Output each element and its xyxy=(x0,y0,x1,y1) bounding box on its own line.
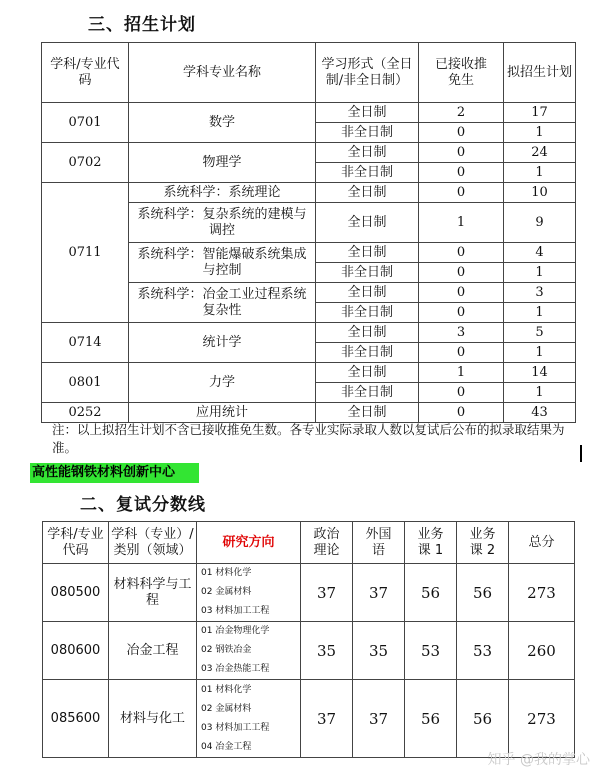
cell-mode: 非全日制 xyxy=(316,263,419,283)
cell-planned: 1 xyxy=(504,343,576,363)
cell-course1: 56 xyxy=(405,564,457,622)
cell-course2: 56 xyxy=(457,680,509,758)
cell-mode: 非全日制 xyxy=(316,123,419,143)
direction-item: 02 金属材料 xyxy=(201,587,252,597)
cell-mode: 全日制 xyxy=(316,143,419,163)
cell-planned: 43 xyxy=(504,403,576,423)
cell-name: 系统科学：复杂系统的建模与调控 xyxy=(129,203,316,243)
direction-item: 02 钢铁冶金 xyxy=(201,645,252,655)
cell-foreign: 35 xyxy=(353,622,405,680)
direction-item: 04 冶金工程 xyxy=(201,741,252,752)
cell-code: 0714 xyxy=(42,323,129,363)
cell-foreign: 37 xyxy=(353,680,405,758)
header-course1: 业务课 1 xyxy=(405,522,457,564)
table-row xyxy=(43,564,575,622)
cell-foreign: 37 xyxy=(353,564,405,622)
header-total: 总分 xyxy=(509,522,575,564)
header-admitted: 已接收推免生 xyxy=(419,43,504,103)
cell-code: 0701 xyxy=(42,103,129,143)
cell-admitted: 0 xyxy=(419,123,504,143)
cell-admitted: 1 xyxy=(419,363,504,383)
cell-planned: 9 xyxy=(504,203,576,243)
table-row xyxy=(42,103,576,123)
direction-item: 01 材料化学 xyxy=(201,684,252,695)
header-category: 学科（专业）/类别（领域） xyxy=(109,522,197,564)
retest-score-table xyxy=(42,521,575,758)
cell-politics: 37 xyxy=(301,564,353,622)
cell-mode: 全日制 xyxy=(316,203,419,243)
cell-admitted: 1 xyxy=(419,203,504,243)
table-header-row xyxy=(43,522,575,564)
cell-admitted: 0 xyxy=(419,403,504,423)
cell-total: 260 xyxy=(509,622,575,680)
cell-planned: 10 xyxy=(504,183,576,203)
center-name-banner: 高性能钢铁材料创新中心 xyxy=(30,463,199,483)
watermark: 知乎 @我的掌心 xyxy=(487,752,590,768)
cell-total: 273 xyxy=(509,564,575,622)
cell-admitted: 0 xyxy=(419,283,504,303)
cell-course2: 53 xyxy=(457,622,509,680)
section-title-retest-scores: 二、复试分数线 xyxy=(80,495,206,515)
cell-planned: 1 xyxy=(504,383,576,403)
cell-admitted: 0 xyxy=(419,303,504,323)
cell-planned: 1 xyxy=(504,303,576,323)
cell-admitted: 0 xyxy=(419,263,504,283)
cell-admitted: 2 xyxy=(419,103,504,123)
cell-planned: 1 xyxy=(504,163,576,183)
cell-name: 系统科学：智能爆破系统集成与控制 xyxy=(129,243,316,283)
table-row xyxy=(42,323,576,343)
cell-name: 系统科学：系统理论 xyxy=(129,183,316,203)
cell-admitted: 0 xyxy=(419,163,504,183)
cell-planned: 3 xyxy=(504,283,576,303)
cell-code: 0711 xyxy=(42,183,129,323)
cell-category: 冶金工程 xyxy=(109,622,197,680)
cell-course2: 56 xyxy=(457,564,509,622)
cell-mode: 全日制 xyxy=(316,103,419,123)
direction-item: 03 材料加工工程 xyxy=(201,606,270,616)
header-foreign: 外国语 xyxy=(353,522,405,564)
cell-mode: 全日制 xyxy=(316,363,419,383)
cell-mode: 非全日制 xyxy=(316,343,419,363)
cell-politics: 35 xyxy=(301,622,353,680)
direction-item: 02 金属材料 xyxy=(201,703,252,714)
header-politics: 政治理论 xyxy=(301,522,353,564)
table-header-row xyxy=(42,43,576,103)
direction-item: 01 材料化学 xyxy=(201,568,252,578)
cell-planned: 24 xyxy=(504,143,576,163)
cell-code: 085600 xyxy=(43,680,109,758)
cell-mode: 全日制 xyxy=(316,283,419,303)
table-row xyxy=(42,363,576,383)
cell-code: 0801 xyxy=(42,363,129,403)
cell-planned: 5 xyxy=(504,323,576,343)
header-code: 学科/专业代码 xyxy=(42,43,129,103)
cell-directions xyxy=(197,680,301,758)
cell-total: 273 xyxy=(509,680,575,758)
table-row xyxy=(42,143,576,163)
cell-mode: 非全日制 xyxy=(316,303,419,323)
cell-mode: 非全日制 xyxy=(316,163,419,183)
cell-planned: 1 xyxy=(504,263,576,283)
header-code: 学科/专业代码 xyxy=(43,522,109,564)
cell-course1: 53 xyxy=(405,622,457,680)
direction-item: 03 材料加工工程 xyxy=(201,722,270,733)
cell-admitted: 0 xyxy=(419,343,504,363)
cell-directions xyxy=(197,622,301,680)
header-mode: 学习形式（全日制/非全日制） xyxy=(316,43,419,103)
cell-category: 材料与化工 xyxy=(109,680,197,758)
cell-admitted: 0 xyxy=(419,183,504,203)
direction-item: 01 冶金物理化学 xyxy=(201,626,270,636)
cell-admitted: 0 xyxy=(419,383,504,403)
cell-course1: 56 xyxy=(405,680,457,758)
cell-category: 材料科学与工程 xyxy=(109,564,197,622)
cell-planned: 17 xyxy=(504,103,576,123)
cell-planned: 4 xyxy=(504,243,576,263)
table-row xyxy=(43,622,575,680)
cell-code: 0252 xyxy=(42,403,129,423)
cell-name: 系统科学：冶金工业过程系统复杂性 xyxy=(129,283,316,323)
cell-mode: 全日制 xyxy=(316,403,419,423)
cell-mode: 全日制 xyxy=(316,323,419,343)
cell-politics: 37 xyxy=(301,680,353,758)
cell-code: 080600 xyxy=(43,622,109,680)
table-row xyxy=(43,680,575,758)
header-direction: 研究方向 xyxy=(197,522,301,564)
cell-mode: 非全日制 xyxy=(316,383,419,403)
cell-name: 统计学 xyxy=(129,323,316,363)
header-course2: 业务课 2 xyxy=(457,522,509,564)
cell-name: 力学 xyxy=(129,363,316,403)
cell-directions xyxy=(197,564,301,622)
cell-name: 应用统计 xyxy=(129,403,316,423)
plan-footnote: 注：以上拟招生计划不含已接收推免生数。各专业实际录取人数以复试后公布的拟录取结果为准。 xyxy=(52,422,565,455)
section-title-enrollment-plan: 三、招生计划 xyxy=(88,15,196,35)
header-planned: 拟招生计划 xyxy=(504,43,576,103)
table-row xyxy=(42,403,576,423)
cell-mode: 全日制 xyxy=(316,243,419,263)
cell-admitted: 3 xyxy=(419,323,504,343)
cell-mode: 全日制 xyxy=(316,183,419,203)
header-name: 学科专业名称 xyxy=(129,43,316,103)
text-cursor xyxy=(580,445,582,462)
enrollment-plan-table xyxy=(41,42,576,423)
cell-planned: 1 xyxy=(504,123,576,143)
table-row xyxy=(42,183,576,203)
cell-admitted: 0 xyxy=(419,243,504,263)
cell-code: 080500 xyxy=(43,564,109,622)
cell-admitted: 0 xyxy=(419,143,504,163)
cell-name: 物理学 xyxy=(129,143,316,183)
cell-name: 数学 xyxy=(129,103,316,143)
cell-code: 0702 xyxy=(42,143,129,183)
cell-planned: 14 xyxy=(504,363,576,383)
direction-item: 03 冶金热能工程 xyxy=(201,664,270,674)
